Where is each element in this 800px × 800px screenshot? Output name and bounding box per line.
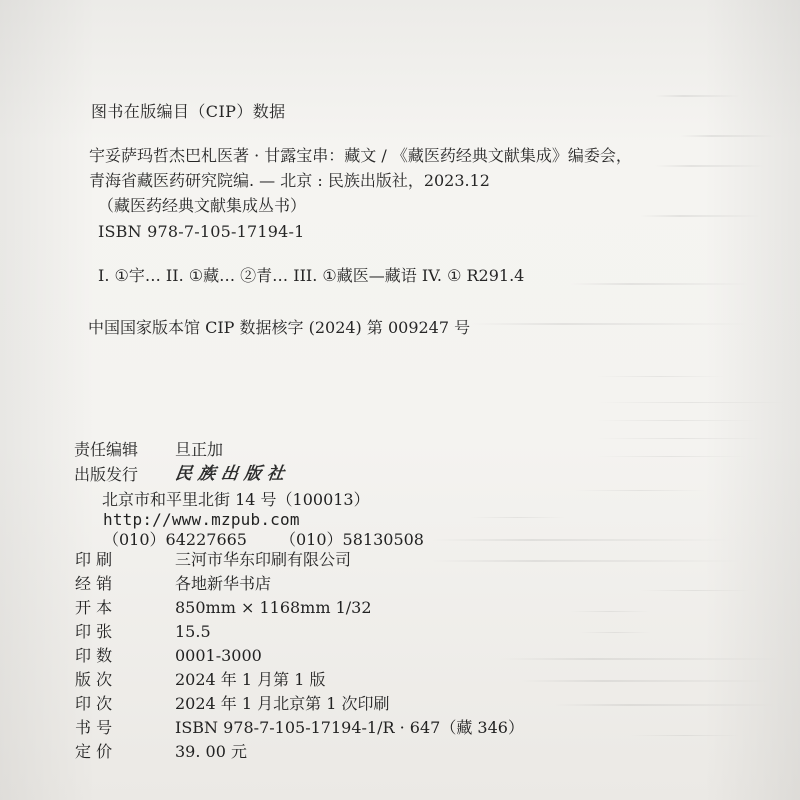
spec-value-format: 850mm × 1168mm 1/32 (175, 598, 372, 617)
editor-label: 责任编辑 (74, 440, 139, 459)
spec-value-sheets: 15.5 (175, 622, 211, 641)
show-through-line (432, 560, 742, 562)
spec-value-distributor: 各地新华书店 (175, 574, 272, 593)
show-through-line (640, 590, 750, 591)
cip-classification: I. ①宇… II. ①藏… ②青… III. ①藏医—藏语 IV. ① R291.4 (98, 266, 525, 285)
show-through-line (470, 323, 750, 325)
publisher-phone-2: （010）58130508 (280, 530, 424, 549)
publisher-address: 北京市和平里北街 14 号（100013） (102, 490, 370, 509)
spec-label-distributor: 经 销 (75, 574, 113, 593)
spec-label-isbn: 书 号 (75, 718, 113, 737)
show-through-line (432, 539, 732, 541)
cip-record-number: 中国国家版本馆 CIP 数据核字 (2024) 第 009247 号 (88, 318, 471, 337)
spec-label-print-run: 印 数 (75, 646, 113, 665)
show-through-line (596, 456, 746, 457)
cip-line-3: （藏医药经典文献集成丛书） (98, 196, 307, 215)
editor-value: 旦正加 (175, 440, 224, 459)
spec-value-price: 39. 00 元 (175, 742, 247, 761)
show-through-line (680, 135, 775, 137)
cip-line-2: 青海省藏医药研究院编. — 北京 : 民族出版社，2023.12 (89, 171, 490, 190)
show-through-line (555, 704, 775, 706)
spec-value-printing: 2024 年 1 月北京第 1 次印刷 (175, 694, 390, 713)
show-through-line (596, 402, 786, 403)
publisher-phone-1: （010）64227665 (103, 530, 247, 549)
show-through-line (575, 490, 705, 491)
spec-label-format: 开 本 (75, 598, 113, 617)
show-through-line (500, 658, 780, 660)
show-through-line (595, 376, 725, 377)
show-through-line (470, 517, 565, 518)
spec-value-print-run: 0001-3000 (175, 646, 262, 665)
cip-isbn: ISBN 978-7-105-17194-1 (98, 222, 305, 241)
spec-label-sheets: 印 张 (75, 622, 113, 641)
spec-label-edition: 版 次 (75, 670, 113, 689)
show-through-line (520, 680, 770, 682)
publisher-label: 出版发行 (74, 465, 139, 484)
spec-label-price: 定 价 (75, 742, 113, 761)
spec-value-edition: 2024 年 1 月第 1 版 (175, 670, 326, 689)
show-through-line (655, 165, 765, 167)
spec-value-isbn: ISBN 978-7-105-17194-1/R · 647（藏 346） (175, 718, 524, 737)
spec-label-printer: 印 刷 (75, 550, 113, 569)
spec-value-printer: 三河市华东印刷有限公司 (175, 550, 352, 569)
publisher-value: 民族出版社 (173, 464, 292, 484)
spec-label-printing: 印 次 (75, 694, 113, 713)
publisher-website: http://www.mzpub.com (103, 510, 300, 529)
show-through-line (570, 611, 650, 612)
show-through-line (640, 215, 760, 217)
show-through-line (570, 283, 750, 285)
cip-title: 图书在版编目（CIP）数据 (91, 102, 286, 121)
cip-line-1: 宇妥萨玛哲杰巴札医著 · 甘露宝串：藏文 / 《藏医药经典文献集成》编委会， (89, 146, 632, 165)
show-through-line (580, 632, 650, 633)
show-through-line (596, 420, 756, 421)
show-through-line (630, 735, 740, 736)
show-through-line (655, 95, 740, 97)
show-through-line (596, 438, 766, 439)
